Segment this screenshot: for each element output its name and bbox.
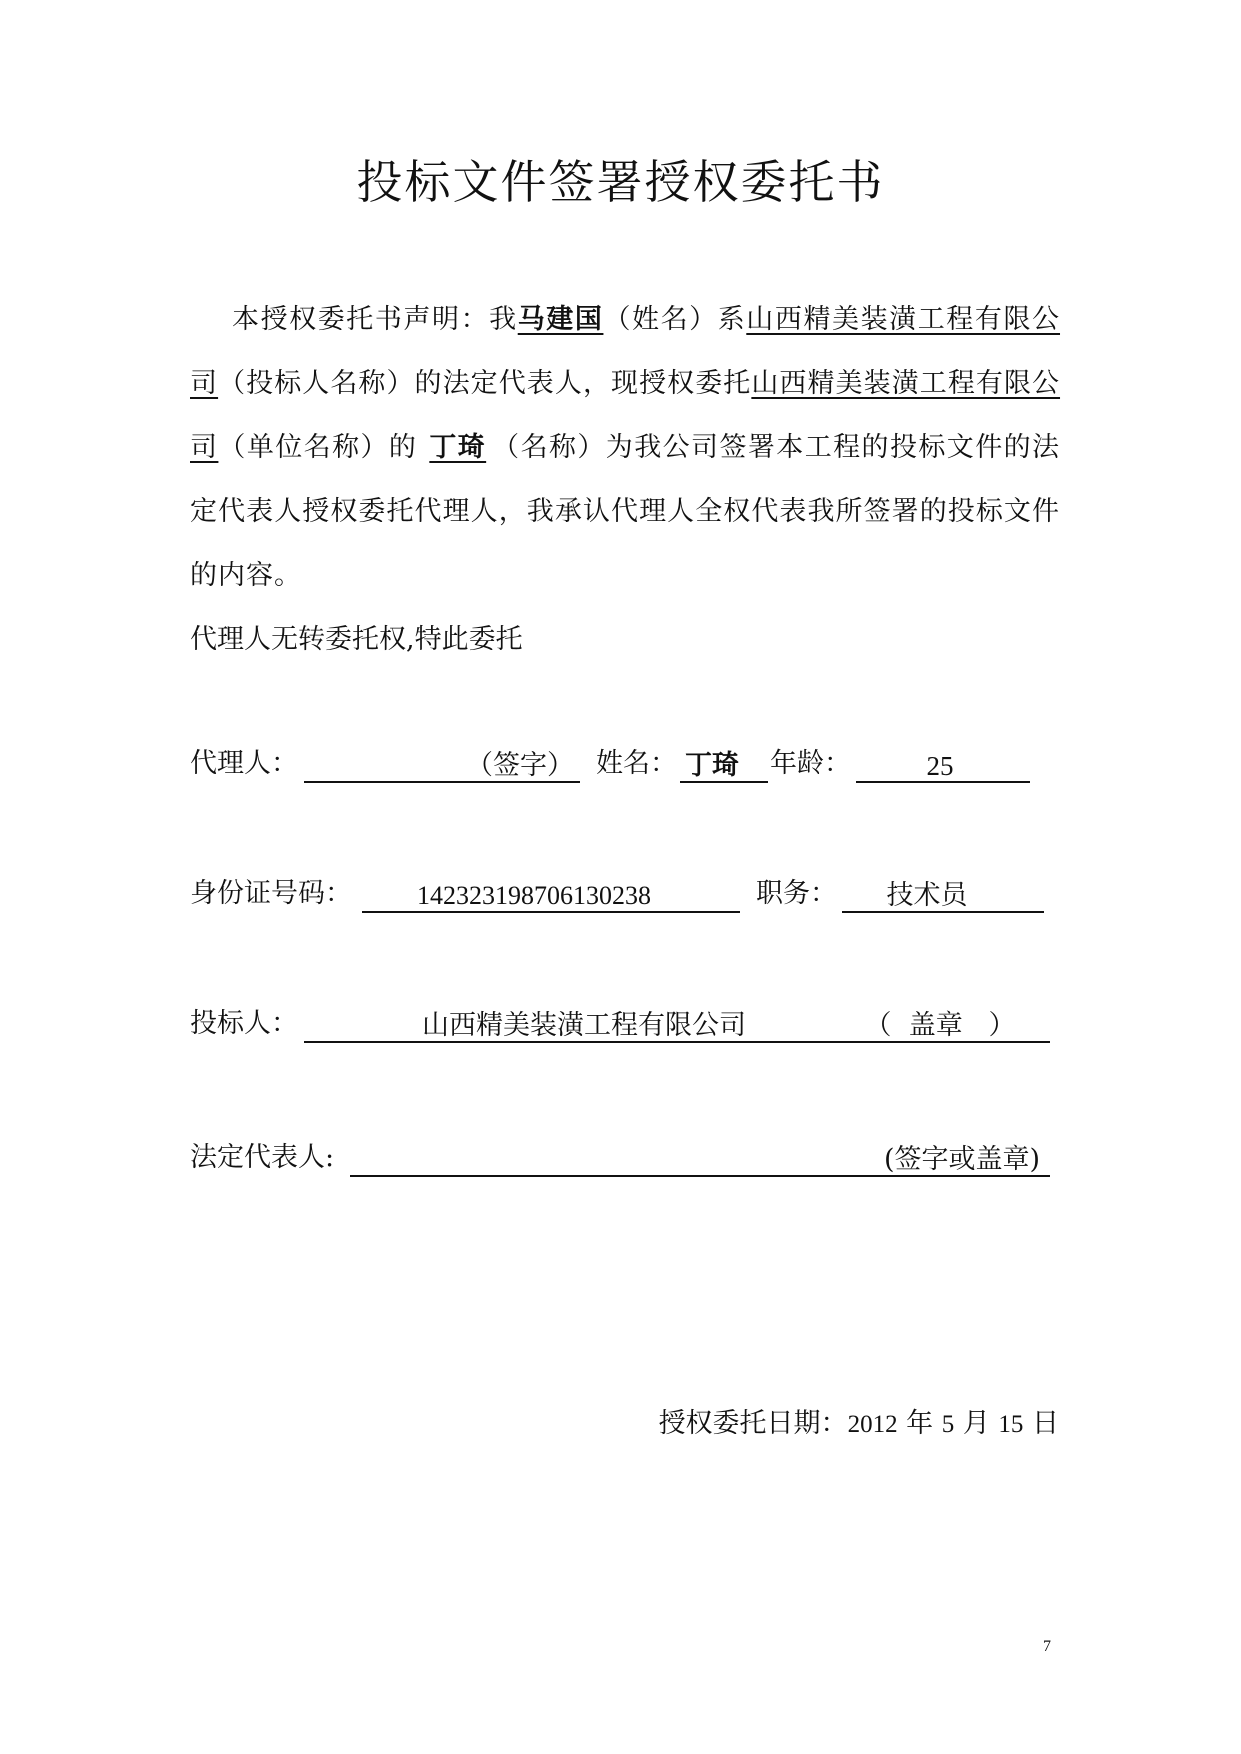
document-title: 投标文件签署授权委托书 xyxy=(356,155,885,209)
agent-name-label: 姓名： xyxy=(596,748,677,779)
authorization-date xyxy=(659,1404,1059,1445)
date-year: 2012 xyxy=(847,1411,898,1438)
declaration-paragraph xyxy=(190,288,1060,608)
declaration-text-5: （名称）为我公司签署本工程的投标文件的法定代表人授权委托代理人，我承认代理人全权代表我所签署的投标文件的内容。 xyxy=(190,432,1061,591)
date-day: 15 xyxy=(998,1411,1024,1438)
agent-sign-note: （签字） xyxy=(466,750,574,781)
agent-age-value: 25 xyxy=(926,751,954,781)
id-number-label: 身份证号码： xyxy=(190,878,352,909)
bidder-seal-note: （ 盖章 ） xyxy=(864,1010,1016,1041)
bidder-value: 山西精美装潢工程有限公司 xyxy=(422,1010,746,1041)
position-value: 技术员 xyxy=(886,880,968,911)
agent-label: 代理人： xyxy=(190,748,298,779)
agent-name-value: 丁琦 xyxy=(685,750,739,781)
date-label: 授权委托日期： xyxy=(658,1408,848,1439)
bidder-label: 投标人： xyxy=(190,1008,298,1039)
agent-age-label: 年龄： xyxy=(770,748,851,779)
agent-name: 丁琦 xyxy=(429,432,487,463)
id-number-value: 142323198706130238 xyxy=(417,881,651,910)
declaration-text-4: （单位名称）的 xyxy=(218,432,418,463)
legal-rep-name: 马建国 xyxy=(517,304,604,335)
declaration-text-1: 本授权委托书声明：我 xyxy=(232,304,518,335)
position-label: 职务： xyxy=(756,878,837,909)
date-year-unit: 年 xyxy=(897,1408,942,1439)
declaration-text-3: （投标人名称）的法定代表人，现授权委托 xyxy=(218,368,752,399)
date-day-unit: 日 xyxy=(1023,1408,1059,1439)
date-month: 5 xyxy=(941,1411,955,1438)
no-transfer-statement: 代理人无转委托权,特此委托 xyxy=(190,624,523,655)
page-number: 7 xyxy=(1043,1638,1051,1655)
date-month-unit: 月 xyxy=(954,1408,999,1439)
bidder-company-name: 山西精美装潢工程有限公司 xyxy=(190,304,1061,399)
unit-company-name: 山西精美装潢工程有限公司 xyxy=(190,368,1061,463)
legal-rep-label: 法定代表人: xyxy=(190,1142,335,1173)
legal-rep-note: (签字或盖章) xyxy=(883,1144,1041,1175)
declaration-text-2: （姓名）系 xyxy=(603,304,747,335)
